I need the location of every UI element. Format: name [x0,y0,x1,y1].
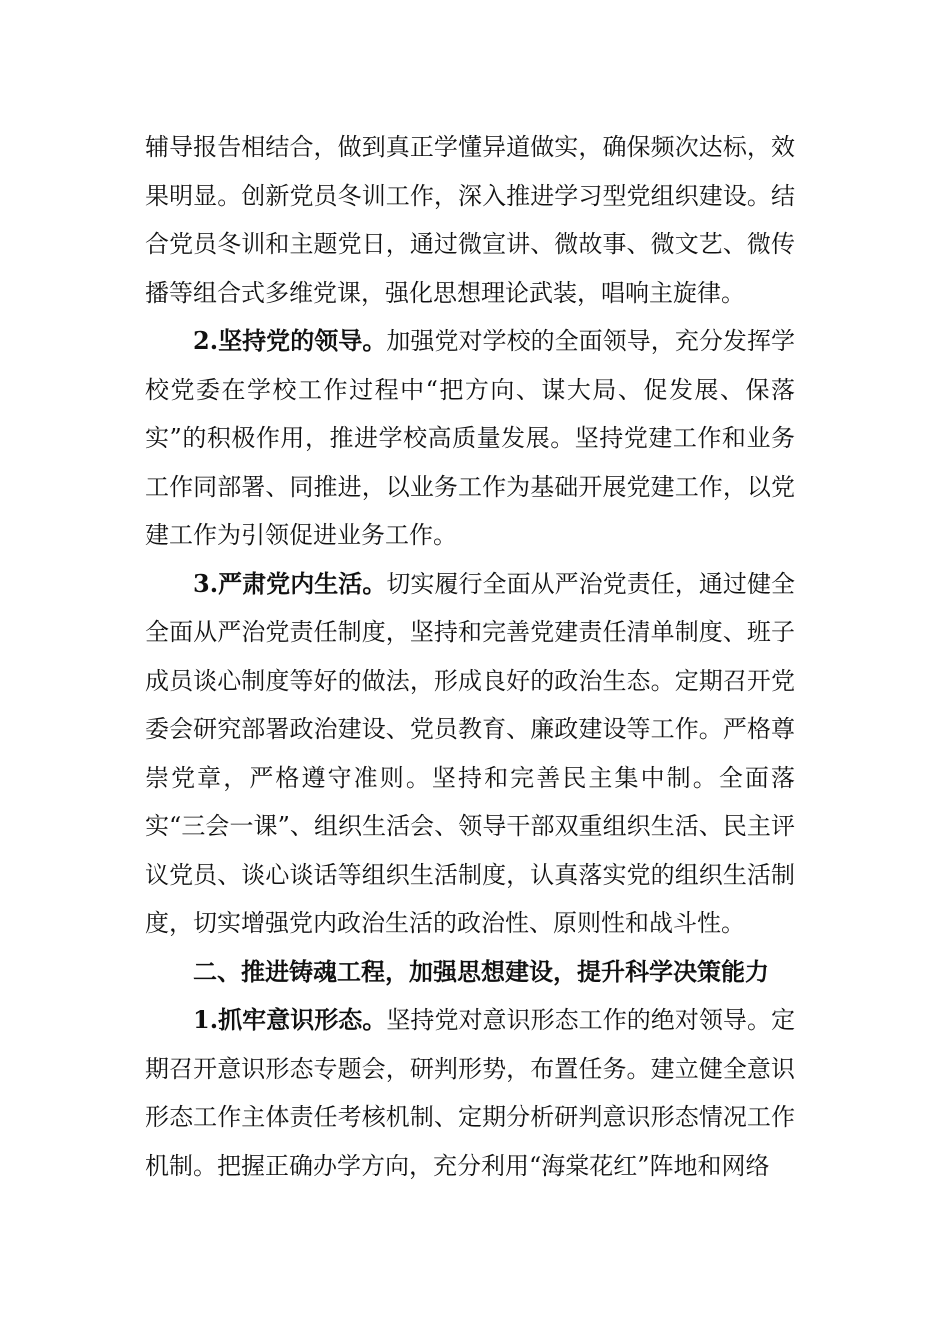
paragraph-text: 坚持党对意识形态工作的绝对领导。定期召开意识形态专题会，研判形势，布置任务。建立健全意识形态工作主体责任考核机制、定期分析研判意识形态情况工作机制。把握正确办学方向，充分利用“海棠花红”阵地和网络 [145,1006,795,1180]
paragraph-party-leadership [145,317,795,560]
paragraph-party-life [145,560,795,948]
document-body [145,123,795,1190]
section-heading: 二、推进铸魂工程，加强思想建设，提升科学决策能力 [193,956,769,986]
paragraph-ideology [145,996,795,1190]
paragraph-continuation [145,123,795,317]
paragraph-text: 辅导报告相结合，做到真正学懂异道做实，确保频次达标，效果明显。创新党员冬训工作，深入推进学习型党组织建设。结合党员冬训和主题党日，通过微宣讲、微故事、微文艺、微传播等组合式多维党课，强化思想理论武装，唱响主旋律。 [145,133,795,307]
paragraph-text: 加强党对学校的全面领导，充分发挥学校党委在学校工作过程中“把方向、谋大局、促发展、保落实”的积极作用，推进学校高质量发展。坚持党建工作和业务工作同部署、同推进，以业务工作为基础开展党建工作，以党建工作为引领促进业务工作。 [145,327,795,549]
paragraph-lead: 3.严肃党内生活。 [193,568,387,598]
paragraph-lead: 2.坚持党的领导。 [193,326,387,355]
paragraph-lead: 1.抓牢意识形态。 [193,1005,387,1034]
paragraph-text: 切实履行全面从严治党责任，通过健全全面从严治党责任制度，坚持和完善党建责任清单制度、班子成员谈心制度等好的做法，形成良好的政治生态。定期召开党委会研究部署政治建设、党员教育、廉政建设等工作。严格尊崇党章，严格遵守准则。坚持和完善民主集中制。全面落实“三会一课”、组织生活会、领导干部双重组织生活、民主评议党员、谈心谈话等组织生活制度，认真落实党的组织生活制度，切实增强党内政治生活的政治性、原则性和战斗性。 [145,569,795,937]
